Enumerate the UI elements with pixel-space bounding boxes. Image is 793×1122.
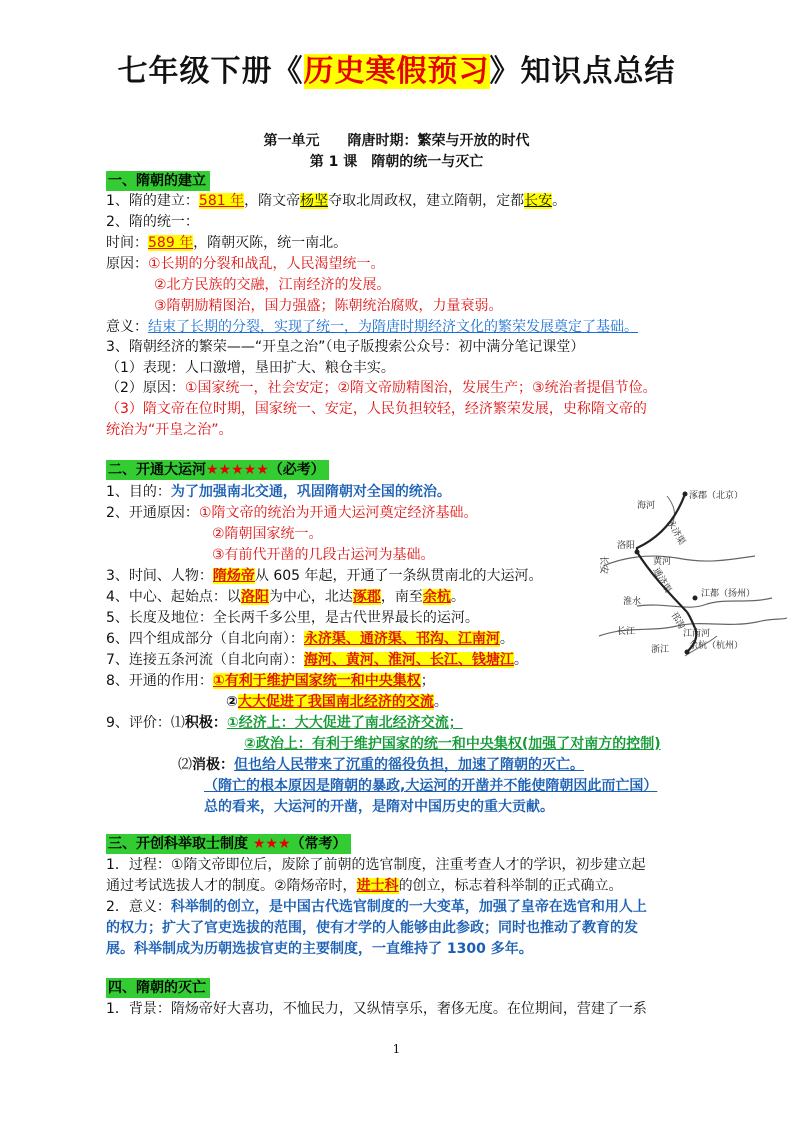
page-title: [0, 46, 793, 90]
yellow-river-path: [603, 556, 755, 566]
s2-line-5: 3、时间、人物：隋炀帝从 605 年起，开通了一条纵贯南北的大运河。: [106, 568, 543, 584]
label-jiangdu: 江都（扬州）: [701, 589, 756, 599]
unit-heading: 第一单元 隋唐时期：繁荣与开放的时代: [263, 133, 530, 149]
star-rating: ★★★★★: [206, 462, 269, 478]
s2-line-6: 4、中心、起始点：以洛阳为中心，北达涿郡，南至余杭。: [106, 589, 465, 605]
label-yuhang: 余杭（杭州）: [689, 641, 744, 651]
label-luoyang: 洛阳: [617, 541, 636, 551]
luoyang-marker: [635, 550, 640, 555]
jiangdu-marker: [693, 596, 698, 601]
s2-line-1: 1、目的：为了加强南北交通，巩固隋朝对全国的统治。: [106, 484, 451, 500]
s3-line-4: 的权力；扩大了官吏选拔的范围，使有才学的人能够由此参政；同时也推动了教育的发: [106, 920, 638, 936]
s1-line-9: （1）表现：人口激增，垦田扩大、粮仓丰实。: [106, 360, 395, 376]
s2-line-3: ②隋朝国家统一。: [212, 526, 323, 542]
title-suffix: 》知识点总结: [489, 54, 676, 89]
label-tongji: 通济渠: [650, 566, 673, 595]
s2-line-14: ⑵消极：但也给人民带来了沉重的徭役负担，加速了隋朝的灭亡。: [178, 757, 584, 773]
s2-line-11: ②大大促进了我国南北经济的交流。: [226, 694, 448, 710]
label-zhejiang: 浙江: [651, 645, 670, 655]
s2-line-16: 总的看来，大运河的开凿，是隋对中国历史的重大贡献。: [204, 799, 554, 815]
s1-line-7: 意义：结束了长期的分裂，实现了统一，为隋唐时期经济文化的繁荣发展奠定了基础。: [106, 319, 638, 335]
section-1-heading: 一、隋朝的建立: [106, 171, 210, 191]
s3-line-2: 通过考试选拔人才的制度。②隋炀帝时，进士科的创立，标志着科举制的正式确立。: [106, 878, 623, 894]
s1-line-11: （3）隋文帝在位时期，国家统一、安定，人民负担较轻，经济繁荣发展，史称隋文帝的: [106, 401, 647, 417]
s2-line-8: 6、四个组成部分（自北向南）：永济渠、通济渠、邗沟、江南河。: [106, 631, 514, 647]
label-changan: 长安: [598, 556, 608, 575]
huai-river-path: [637, 598, 772, 607]
label-huaishui: 淮水: [623, 597, 642, 607]
page-number: 1: [392, 1042, 401, 1056]
label-changjiang: 长江: [617, 627, 636, 637]
s3-line-1: 1．过程：①隋文帝即位后，废除了前朝的选官制度，注重考查人才的学识，初步建立起: [106, 857, 646, 873]
section-2-heading: 二、开通大运河★★★★★（必考）: [106, 460, 329, 480]
s2-line-15: （隋亡的根本原因是隋朝的暴政,大运河的开凿并不能使隋朝因此而亡国）: [204, 778, 658, 794]
label-jiangnan: 江南河: [683, 629, 711, 639]
s1-line-5: ②北方民族的交融，江南经济的发展。: [154, 277, 391, 293]
s2-line-9: 7、连接五条河流（自北向南）：海河、黄河、淮河、长江、钱塘江。: [106, 652, 528, 668]
grand-canal-map: [597, 486, 787, 658]
s1-line-3: 时间：589 年，隋朝灭陈，统一南北。: [106, 235, 348, 251]
section-4-heading: 四、隋朝的灭亡: [106, 978, 210, 998]
s3-line-5: 展。科举制成为历朝选拔官吏的主要制度，一直维持了 1300 多年。: [106, 941, 533, 957]
s2-line-7: 5、长度及地位：全长两千多公里，是古代世界最长的运河。: [106, 610, 479, 626]
label-hangou: 邗沟: [668, 610, 687, 632]
s1-line-8: 3、隋朝经济的繁荣——“开皇之治”（电子版搜索公众号：初中满分笔记课堂）: [106, 339, 585, 355]
s3-line-3: 2．意义：科举制的创立，是中国古代选官制度的一大变革，加强了皇帝在选官和用人上: [106, 899, 647, 915]
label-huanghe: 黄河: [653, 557, 672, 567]
label-zhuojun: 涿郡（北京）: [689, 491, 744, 501]
s2-line-4: ③有前代开凿的几段古运河为基础。: [212, 547, 435, 563]
s2-line-13: ②政治上：有利于维护国家的统一和中央集权(加强了对南方的控制): [244, 736, 661, 752]
s1-line-2: 2、隋的统一：: [106, 214, 199, 230]
s2-line-2: 2、开通原因：①隋文帝的统治为开通大运河奠定经济基础。: [106, 505, 478, 521]
s1-line-10: （2）原因：①国家统一，社会安定；②隋文帝励精图治，发展生产；③统治者提倡节俭。: [106, 380, 657, 396]
s1-line-1: 1、隋的建立：581 年，隋文帝杨坚夺取北周政权，建立隋朝，定都长安。: [106, 193, 567, 209]
lesson-heading: 第 1 课 隋朝的统一与灭亡: [309, 154, 484, 170]
title-prefix: 七年级下册《: [117, 54, 304, 89]
hangou-canal-path: [687, 612, 695, 628]
section-3-heading: 三、开创科举取士制度 ★★★（常考）: [106, 834, 351, 854]
s4-line-1: 1．背景：隋炀帝好大喜功，不恤民力，又纵情享乐，奢侈无度。在位期间，营建了一系: [106, 1001, 647, 1017]
s1-line-12: 统治为“开皇之治”。: [106, 422, 233, 438]
label-haihe: 海河: [637, 501, 656, 511]
s1-line-6: ③隋朝励精图治，国力强盛；陈朝统治腐败，力量衰弱。: [154, 298, 503, 314]
s2-line-10: 8、开通的作用：①有利于维护国家统一和中央集权；: [106, 673, 435, 689]
label-yongji: 永济渠: [664, 518, 687, 547]
star-rating: ★★★: [252, 836, 291, 852]
title-highlight: 历史寒假预习: [303, 54, 490, 89]
s1-line-4: 原因：①长期的分裂和战乱，人民渴望统一。: [106, 256, 385, 272]
zhuojun-marker: [683, 492, 688, 497]
s2-line-12: 9、评价：⑴积极：①经济上：大大促进了南北经济交流；: [106, 715, 463, 731]
